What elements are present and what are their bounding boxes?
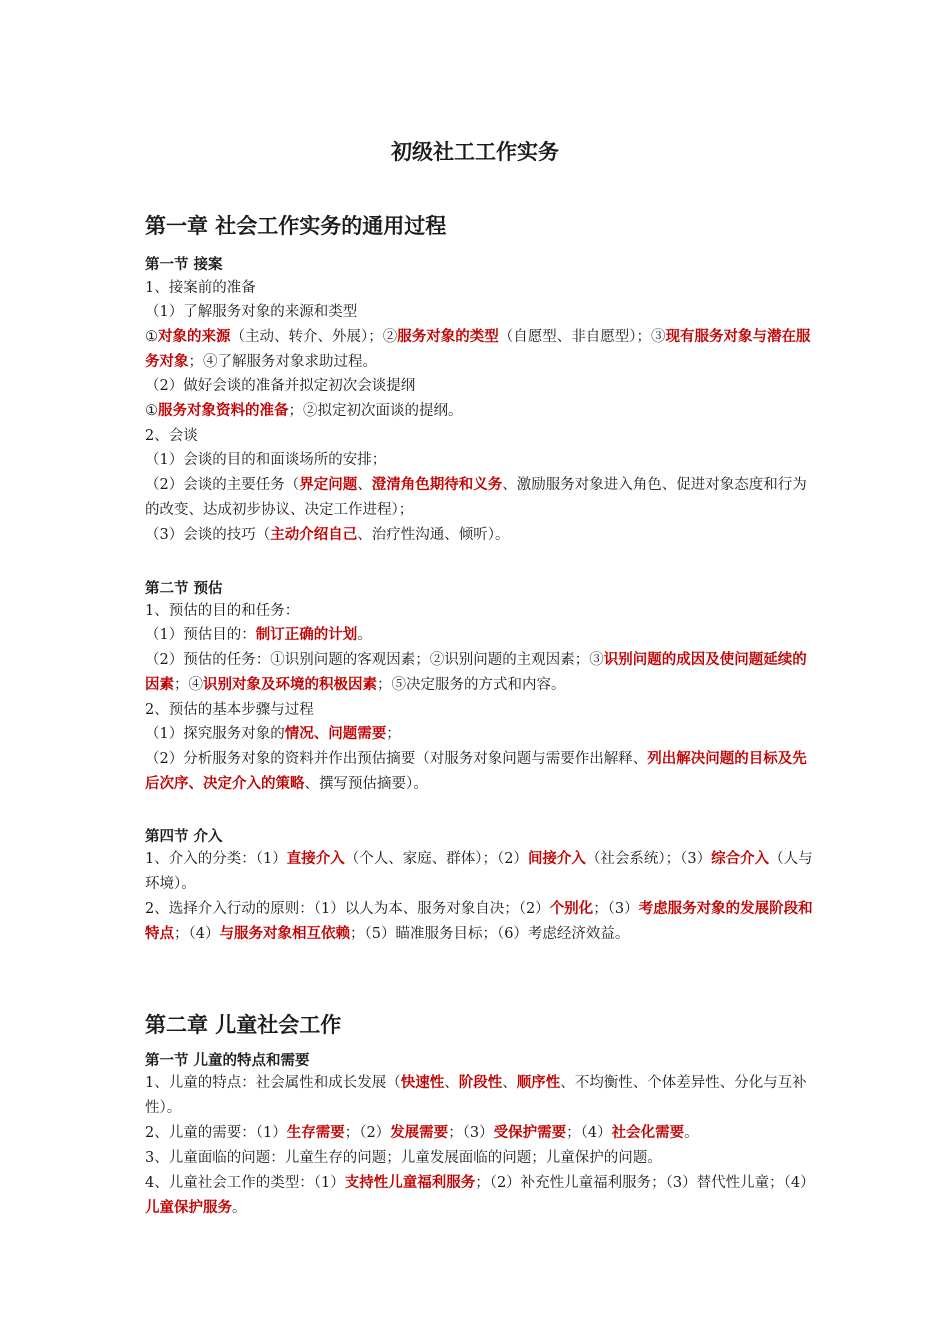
paragraph: [145, 399, 815, 424]
text-run: （1）预估目的：: [145, 627, 256, 643]
paragraph: 1、预估的目的和任务：: [145, 603, 300, 619]
paragraph: [145, 473, 815, 522]
highlighted-term: 情况、问题需要: [284, 726, 387, 742]
paragraph: [145, 722, 815, 747]
highlighted-term: 儿童保护服务: [145, 1199, 232, 1216]
text-run: ；（3）: [448, 1125, 494, 1141]
text-run: 。: [357, 627, 372, 643]
highlighted-term: 现有服务对象与潜在服务对象: [145, 329, 811, 370]
text-run: （个人、家庭、群体）；（2）: [344, 851, 528, 867]
paragraph: （1）会谈的目的和面谈场所的安排；: [145, 452, 387, 468]
paragraph: 2、会谈: [145, 428, 198, 444]
highlighted-term: 对象的来源: [158, 329, 231, 345]
highlighted-term: 生存需要: [286, 1125, 345, 1141]
paragraph: [145, 623, 815, 648]
highlighted-term: 界定问题: [299, 477, 358, 493]
paragraph: [145, 847, 815, 896]
text-run: 、治疗性沟通、倾听）。: [357, 527, 510, 543]
text-run: ①: [145, 329, 158, 345]
text-run: 。: [684, 1125, 699, 1141]
text-run: ；（4）: [566, 1125, 612, 1141]
text-run: （社会系统）；（3）: [585, 851, 712, 867]
highlighted-term: 考虑服务对象的发展阶段和特点: [145, 901, 813, 942]
text-run: 、撰写预估摘要）。: [304, 775, 428, 792]
paragraph: （1）了解服务对象的来源和类型: [145, 304, 358, 320]
section-heading: 第二节 预估: [145, 581, 223, 597]
highlighted-term: 列出解决问题的目标及先后次序、决定介入的策略: [145, 751, 807, 792]
document-title: 初级社工工作实务: [391, 140, 559, 164]
text-run: 4、儿童社会工作的类型：（1）: [145, 1175, 345, 1191]
text-run: （主动、转介、外展）；②: [230, 329, 398, 345]
text-run: ；④了解服务对象求助过程。: [188, 353, 377, 370]
highlighted-term: 直接介入: [286, 851, 345, 867]
text-run: ；（3）: [593, 901, 639, 917]
section-heading: 第一节 接案: [145, 257, 223, 273]
paragraph: [145, 648, 815, 697]
highlighted-term: 顺序性: [516, 1075, 561, 1091]
paragraph: （2）做好会谈的准备并拟定初次会谈提纲: [145, 378, 416, 394]
paragraph: 3、儿童面临的问题：儿童生存的问题；儿童发展面临的问题；儿童保护的问题。: [145, 1150, 662, 1166]
text-run: （2）预估的任务：①识别问题的客观因素；②识别问题的主观因素；③: [145, 652, 604, 668]
paragraph: 2、预估的基本步骤与过程: [145, 702, 314, 718]
highlighted-term: 快速性: [400, 1075, 445, 1091]
text-run: （3）会谈的技巧（: [145, 527, 271, 543]
text-run: ；④: [174, 676, 203, 693]
highlighted-term: 发展需要: [390, 1125, 449, 1141]
section-heading: 第一节 儿童的特点和需要: [145, 1053, 310, 1069]
text-run: 。: [232, 1199, 247, 1216]
text-run: 1、介入的分类：（1）: [145, 851, 287, 867]
paragraph: [145, 1171, 815, 1220]
text-run: 、激励服务对象进入角色、促进对象态度和行为的改变、达成初步协议、决定工作进程）；: [145, 477, 807, 518]
highlighted-term: 社会化需要: [611, 1125, 685, 1141]
highlighted-term: 澄清角色期待和义务: [371, 477, 503, 493]
text-run: ；⑤决定服务的方式和内容。: [377, 676, 566, 693]
paragraph: [145, 523, 815, 548]
highlighted-term: 识别对象及环境的积极因素: [203, 676, 377, 693]
text-run: 、: [502, 1075, 517, 1091]
text-run: ①: [145, 403, 158, 419]
paragraph: [145, 1071, 815, 1120]
text-run: ；: [386, 726, 401, 742]
text-run: 1、儿童的特点：社会属性和成长发展（: [145, 1075, 401, 1091]
highlighted-term: 综合介入: [711, 851, 770, 867]
highlighted-term: 个别化: [549, 901, 594, 917]
text-run: ；（2）: [344, 1125, 391, 1141]
paragraph: [145, 1121, 815, 1146]
chapter-1-heading: 第一章 社会工作实务的通用过程: [145, 214, 447, 238]
highlighted-term: 识别问题的成因及使问题延续的因素: [145, 652, 807, 693]
chapter-2-heading: 第二章 儿童社会工作: [145, 1013, 342, 1037]
text-run: （2）会谈的主要任务（: [145, 477, 300, 493]
highlighted-term: 与服务对象相互依赖: [219, 925, 350, 942]
text-run: ；（5）瞄准服务目标；（6）考虑经济效益。: [349, 925, 630, 942]
text-run: ；（4）: [174, 925, 220, 942]
text-run: 、不均衡性、个体差异性、分化与互补性）。: [145, 1075, 807, 1116]
text-run: （2）分析服务对象的资料并作出预估摘要（对服务对象问题与需要作出解释、: [145, 751, 648, 767]
text-run: （自愿型、非自愿型）；③: [498, 329, 666, 345]
highlighted-term: 间接介入: [527, 851, 586, 867]
highlighted-term: 受保护需要: [493, 1125, 567, 1141]
text-run: （人与环境）。: [145, 851, 813, 892]
highlighted-term: 服务对象资料的准备: [158, 403, 289, 419]
text-run: 、: [444, 1075, 459, 1091]
text-run: （1）探究服务对象的: [145, 726, 285, 742]
paragraph: [145, 325, 815, 374]
text-run: 、: [357, 477, 372, 493]
highlighted-term: 阶段性: [458, 1075, 503, 1091]
text-run: 2、选择介入行动的原则：（1）以人为本、服务对象自决；（2）: [145, 901, 550, 917]
text-run: ；②拟定初次面谈的提纲。: [288, 403, 463, 419]
paragraph: 1、接案前的准备: [145, 280, 256, 296]
section-heading: 第四节 介入: [145, 829, 223, 845]
highlighted-term: 支持性儿童福利服务: [344, 1175, 476, 1191]
text-run: 2、儿童的需要：（1）: [145, 1125, 287, 1141]
highlighted-term: 制订正确的计划: [255, 627, 358, 643]
paragraph: [145, 897, 815, 946]
highlighted-term: 主动介绍自己: [270, 527, 358, 543]
text-run: ；（2）补充性儿童福利服务；（3）替代性儿童；（4）: [475, 1175, 815, 1191]
highlighted-term: 服务对象的类型: [397, 329, 499, 345]
paragraph: [145, 747, 815, 796]
